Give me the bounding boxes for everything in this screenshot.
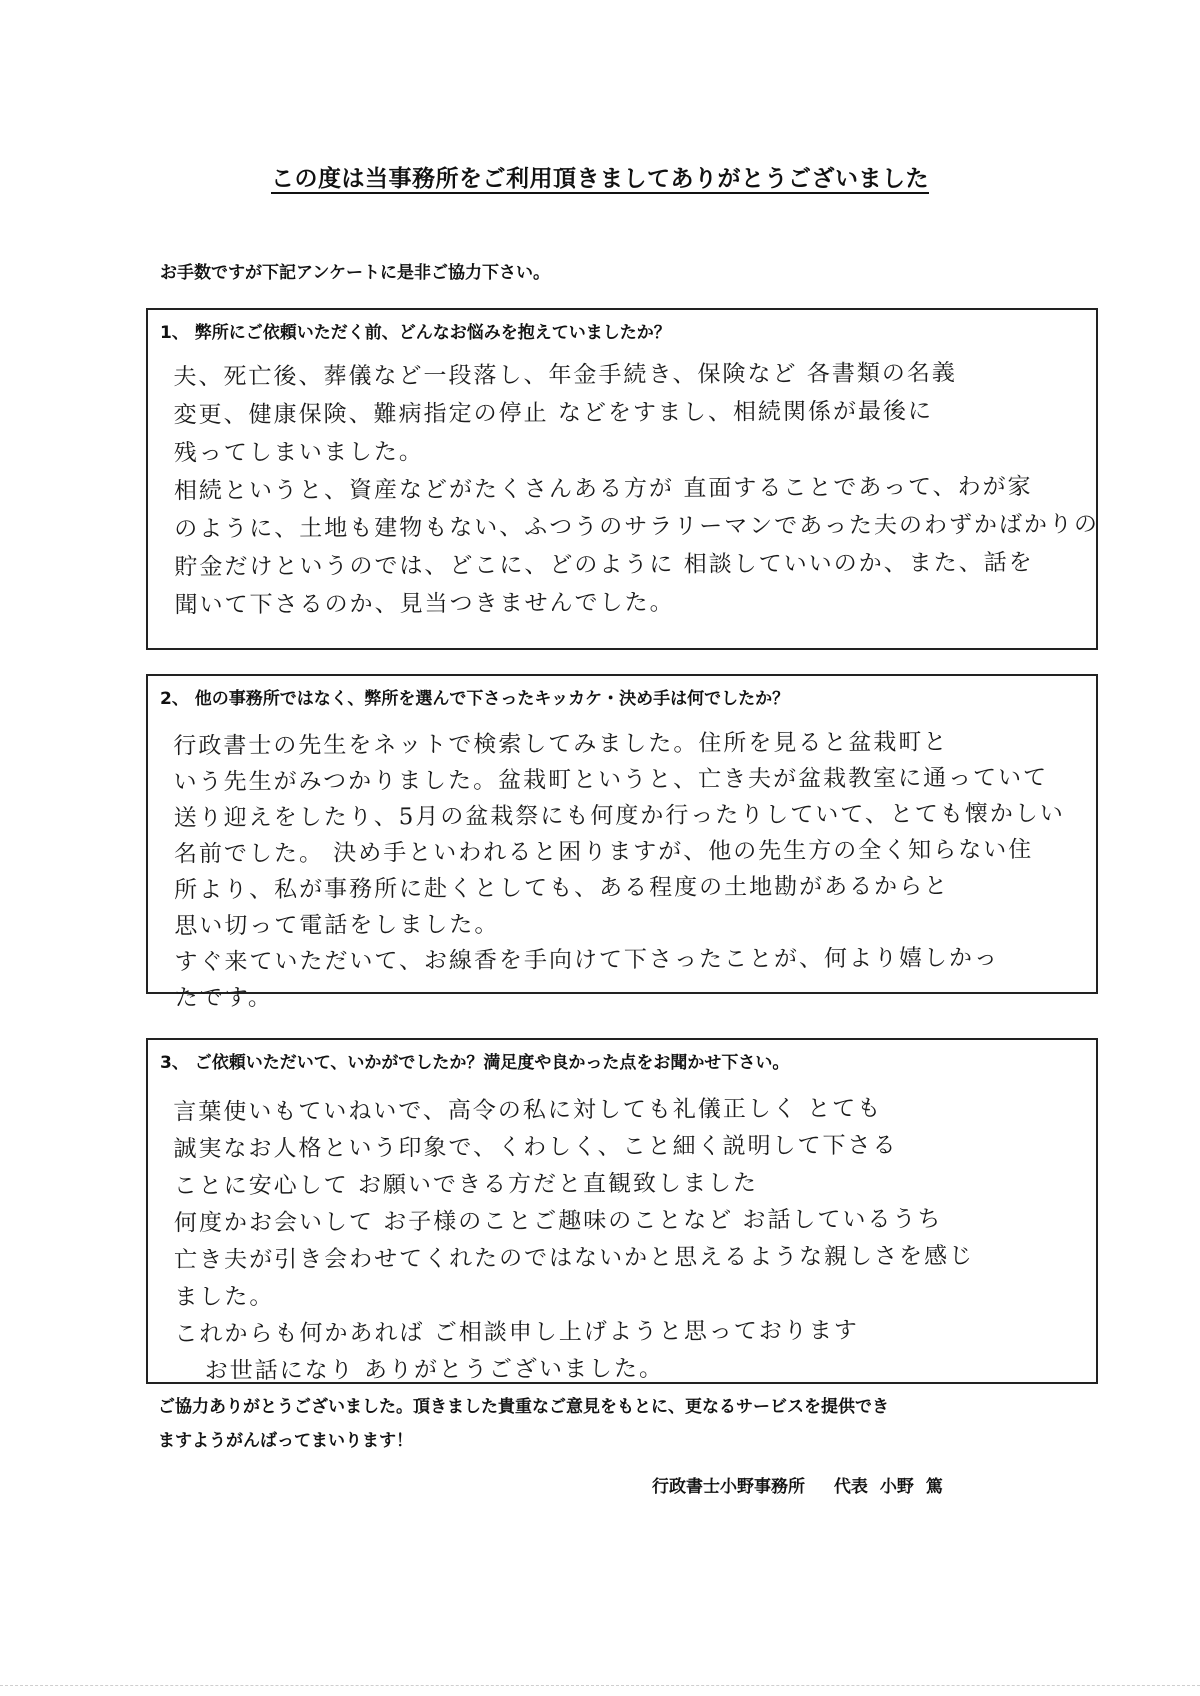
- question-2-label: 2、 他の事務所ではなく、弊所を選んで下さったキッカケ・決め手は何でしたか？: [160, 689, 790, 709]
- survey-intro: お手数ですが下記アンケートに是非ご協力下さい。: [160, 263, 550, 283]
- answer-line: たです。: [174, 984, 273, 1012]
- answer-line: 行政書士の先生をネットで検索してみました。住所を見ると盆栽町と: [173, 729, 949, 760]
- scan-artifact-line: [0, 1685, 1200, 1689]
- page-title-text: この度は当事務所をご利用頂きましてありがとうございました: [271, 166, 929, 192]
- closing-message: [158, 1390, 1058, 1458]
- question-3-answer: [173, 1090, 1087, 1391]
- question-box-2: [146, 674, 1098, 1012]
- answer-line: 相続というと、資産などがたくさんある方が 直面することであって、わが家: [173, 473, 1033, 505]
- answer-line: 所より、私が事務所に赴くとしても、ある程度の土地勘があるからと: [174, 873, 950, 904]
- answer-line: 何度かお会いして お子様のことご趣味のことなど お話しているうち: [173, 1206, 943, 1237]
- office-signature: 行政書士小野事務所 代表 小野 篤: [652, 1477, 943, 1497]
- question-1-label: 1、 弊所にご依頼いただく前、どんなお悩みを抱えていましたか？: [160, 323, 671, 343]
- question-1-answer: [173, 354, 1100, 625]
- answer-line: 変更、健康保険、難病指定の停止 などをすまし、相続関係が最後に: [173, 398, 933, 429]
- answer-line: のように、土地も建物もない、ふつうのサラリーマンであった夫のわずかばかりの: [174, 511, 1100, 543]
- answer-line: 送り迎えをしたり、5月の盆栽祭にも何度か行ったりしていて、とても懐かしい: [173, 800, 1065, 832]
- question-box-3: [146, 1038, 1098, 1384]
- answer-line: お世話になり ありがとうございました。: [204, 1355, 665, 1385]
- answer-line: ました。: [174, 1283, 275, 1311]
- answer-line: 聞いて下さるのか、見当つきませんでした。: [174, 589, 675, 619]
- answer-line: 夫、死亡後、葬儀など一段落し、年金手続き、保険など 各書類の名義: [173, 360, 957, 391]
- answer-line: 誠実なお人格という印象で、くわしく、こと細く説明して下さる: [173, 1132, 898, 1163]
- question-box-1: [146, 308, 1098, 650]
- answer-line: ことに安心して お願いできる方だと直観致しました: [173, 1170, 759, 1200]
- answer-line: すぐ来ていただいて、お線香を手向けて下さったことが、何より嬉しかっ: [174, 945, 1000, 976]
- answer-line: これからも何かあれば ご相談申し上げようと思っております: [174, 1317, 859, 1348]
- answer-line: 言葉使いもていねいで、高令の私に対しても礼儀正しく とても: [173, 1095, 883, 1126]
- answer-line: 名前でした。 決め手といわれると困りますが、他の先生方の全く知らない住: [173, 836, 1034, 868]
- answer-line: 思い切って電話をしました。: [174, 911, 500, 940]
- answer-line: 貯金だけというのでは、どこに、どのように 相談していいのか、また、話を: [174, 549, 1034, 581]
- page-title: [0, 160, 1200, 193]
- answer-line: 亡き夫が引き会わせてくれたのではないかと思えるような親しさを感じ: [174, 1243, 975, 1274]
- answer-line: いう先生がみつかりました。盆栽町というと、亡き夫が盆栽教室に通っていて: [173, 764, 1049, 796]
- question-3-label: 3、 ご依頼いただいて、いかがでしたか？満足度や良かった点をお聞かせ下さい。: [160, 1053, 790, 1073]
- answer-line: 残ってしまいました。: [173, 439, 424, 467]
- question-2-answer: [173, 724, 1086, 1017]
- closing-line: ますようがんばってまいります！: [158, 1431, 413, 1451]
- closing-line: ご協力ありがとうございました。頂きました貴重なご意見をもとに、更なるサービスを提供でき: [158, 1397, 889, 1417]
